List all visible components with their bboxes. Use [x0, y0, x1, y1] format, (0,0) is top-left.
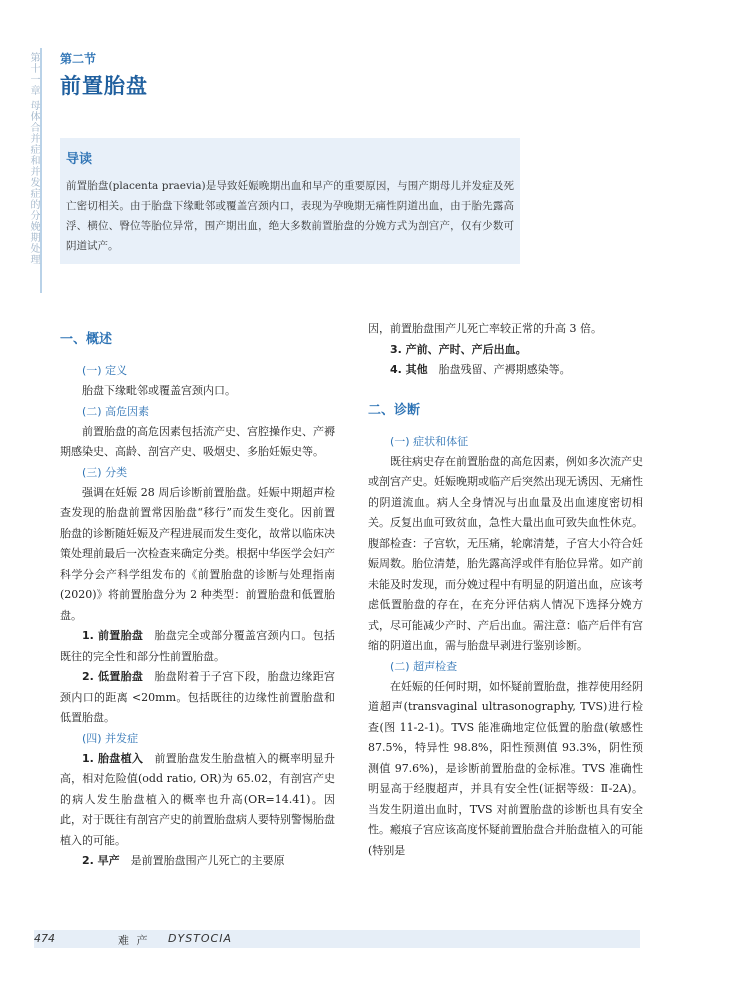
section-heading-overview: 一、概述 [60, 332, 113, 347]
subheading-symptoms: (一) 症状和体征 [390, 434, 469, 448]
right-column [368, 319, 643, 861]
paragraph-symptoms: 既往病史存在前置胎盘的高危因素，例如多次流产史或剖宫产史。妊娠晚期或临产后突然出现无诱因、无痛性的阴道流血。病人全身情况与出血量及出血速度密切相关。反复出血可致贫血，急性大量出血可致失血性休克。腹部检查：子宫软，无压痛，轮廓清楚，子宫大小符合妊娠周数。胎位清楚，胎先露高浮或伴有胎位异常。如产前未能及时发现，而分娩过程中有明显的阴道出血，应该考虑低置胎盘的存在，在充分评估病人情况下选择分娩方式，尽可能减少产时、产后出血。需注意：临产后伴有宫缩的阴道出血，需与胎盘早剥进行鉴别诊断。 [368, 454, 643, 652]
list-item-text: 是前置胎盘围产儿死亡的主要原 [130, 854, 285, 867]
paragraph-classification: 强调在妊娠 28 周后诊断前置胎盘。妊娠中期超声检查发现的胎盘前置常因胎盘“移行”而发生变化。因前置胎盘的诊断随妊娠及产程进展而发生变化，故常以临床决策处理前最后一次检查来确定分类。根据中华医学会妇产科学分会产科学组发布的《前置胎盘的诊断与处理指南(2020)》将前置胎盘分为 2 种类型：前置胎盘和低置胎盘。 [60, 485, 335, 622]
list-item-label: 1. 胎盘植入 [82, 751, 144, 765]
list-item-label: 4. 其他 [390, 363, 428, 376]
intro-body: 前置胎盘(placenta praevia)是导致妊娠晚期出血和早产的重要原因，与围产期母儿并发症及死亡密切相关。由于胎盘下缘毗邻或覆盖宫颈内口，表现为孕晚期无痛性阴道出血，由于胎先露高浮、横位、臀位等胎位异常，围产期出血，绝大多数前置胎盘的分娩方式为剖宫产，仅有少数可阴道试产。 [66, 180, 514, 252]
footer-book-title: 难 产 [118, 934, 150, 947]
subheading-definition: (一) 定义 [82, 364, 128, 377]
left-column [60, 322, 335, 872]
section-heading-diagnosis: 二、诊断 [368, 402, 421, 418]
paragraph-definition: 胎盘下缘毗邻或覆盖宫颈内口。 [82, 384, 236, 397]
list-item-placenta-previa [60, 626, 335, 667]
paragraph-ultrasound: 在妊娠的任何时期，如怀疑前置胎盘，推荐使用经阴道超声(transvaginal ultrasonography, TVS)进行检查(图 11-2-1)。TVS 能准确地定位低置的胎盘(敏感性 87.5%，特异性 98.8%，阳性预测值 93.3%，阴性预测值 97.6%)，是诊断前置胎盘的金标准。TVS 准确性明显高于经腹超声，并具有安全性(证据等级：Ⅱ-2A)。当发生阴道出血时，TVS 对前置胎盘的诊断也具有安全性。瘢痕子宫应该高度怀疑前置胎盘合并胎盘植入的可能(特别是 [368, 679, 643, 857]
list-item-text: 胎盘附着于子宫下段，胎盘边缘距宫颈内口的距离 <20mm。包括既往的边缘性前置胎盘和低置胎盘。 [60, 670, 336, 724]
list-item-other [368, 360, 643, 381]
list-item-text: 胎盘残留、产褥期感染等。 [438, 363, 571, 376]
list-item-hemorrhage [368, 340, 643, 361]
subheading-ultrasound: (二) 超声检查 [390, 659, 458, 673]
list-item-text: 胎盘完全或部分覆盖宫颈内口。包括既往的完全性和部分性前置胎盘。 [60, 629, 336, 663]
chapter-side-text: 第十一章 母体合并症和并发症的分娩期处理 [28, 52, 39, 266]
list-item-low-lying [60, 667, 335, 729]
page-title: 前置胎盘 [60, 74, 148, 98]
list-item-label: 2. 低置胎盘 [82, 670, 144, 683]
paragraph-risk-factors: 前置胎盘的高危因素包括流产史、宫腔操作史、产褥期感染史、高龄、剖宫产史、吸烟史、多胎妊娠史等。 [60, 424, 335, 458]
subheading-complications: (四) 并发症 [82, 731, 139, 745]
list-item-preterm [60, 851, 335, 872]
list-item-label: 2. 早产 [82, 854, 120, 867]
subheading-classification: (三) 分类 [82, 465, 128, 479]
list-item-accreta [60, 749, 335, 852]
list-item-label: 3. 产前、产时、产后出血。 [390, 342, 527, 356]
subheading-risk-factors: (二) 高危因素 [82, 404, 150, 418]
footer-book-title-english: DYSTOCIA [168, 932, 232, 945]
intro-heading: 导读 [66, 152, 93, 167]
list-item-text: 前置胎盘发生胎盘植入的概率明显升高，相对危险值(odd ratio, OR)为 65.02，有剖宫产史的病人发生胎盘植入的概率也升高(OR=14.41)。因此，对于既往有剖宫产史的前置胎盘病人要特别警惕胎盘植入的可能。 [60, 751, 336, 847]
intro-box [60, 138, 520, 264]
list-item-label: 1. 前置胎盘 [82, 629, 144, 642]
paragraph-continuation: 因，前置胎盘围产儿死亡率较正常的升高 3 倍。 [368, 322, 602, 335]
page-footer [34, 930, 640, 948]
page-number: 474 [34, 932, 55, 945]
section-label: 第二节 [60, 52, 97, 66]
